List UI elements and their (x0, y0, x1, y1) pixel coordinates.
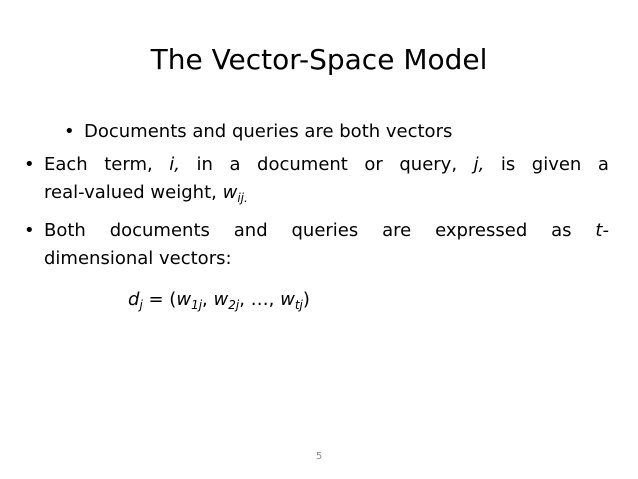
word: a (229, 154, 241, 175)
subscript: ij. (237, 191, 248, 205)
word: given (531, 154, 582, 175)
text-segment: real-valued weight, (44, 182, 223, 203)
word: t- (595, 220, 609, 241)
formula-sub-2j: 2j (228, 298, 240, 312)
formula-sub-tj: tj (294, 298, 303, 312)
word: are (382, 220, 412, 241)
word: as (551, 220, 572, 241)
formula-var-w2: w (213, 289, 229, 310)
bullet-2-text (44, 151, 609, 212)
word: in (196, 154, 213, 175)
formula-var-wt: w (280, 289, 295, 310)
word: and (233, 220, 268, 241)
word: documents (109, 220, 210, 241)
formula-var-w1: w (176, 289, 192, 310)
vector-formula (128, 286, 310, 319)
word: i, (169, 154, 180, 175)
slide-title: The Vector-Space Model (150, 43, 488, 76)
bullet-2-line-2 (44, 179, 609, 212)
word: is (500, 154, 516, 175)
word: a (597, 154, 609, 175)
formula-separator: , (202, 289, 214, 310)
formula-ellipsis: , …, (239, 289, 281, 310)
word: document (257, 154, 348, 175)
formula-equals: = ( (142, 289, 177, 310)
bullet-1 (64, 118, 452, 146)
bullet-2-line-1 (44, 151, 609, 179)
formula-sub-j: j (139, 298, 143, 312)
bullet-2 (24, 151, 609, 212)
word: or (364, 154, 383, 175)
word: Each (44, 154, 88, 175)
bullet-3-line-2: dimensional vectors: (44, 248, 232, 269)
page-number: 5 (315, 451, 323, 462)
formula-sub-1j: 1j (191, 298, 203, 312)
word: query, (399, 154, 458, 175)
word: queries (291, 220, 359, 241)
bullet-marker: • (24, 154, 35, 175)
bullet-3-line-1 (44, 217, 609, 245)
formula-var-d: d (128, 289, 140, 310)
variable: w (222, 182, 238, 203)
word: j, (473, 154, 485, 175)
bullet-marker: • (64, 121, 75, 142)
word: expressed (435, 220, 528, 241)
word: Both (44, 220, 86, 241)
formula-close: ) (302, 289, 310, 310)
bullet-marker: • (24, 220, 35, 241)
word: term, (104, 154, 153, 175)
bullet-1-text: Documents and queries are both vectors (84, 121, 453, 142)
bullet-3 (24, 217, 609, 273)
bullet-3-text (44, 217, 609, 273)
